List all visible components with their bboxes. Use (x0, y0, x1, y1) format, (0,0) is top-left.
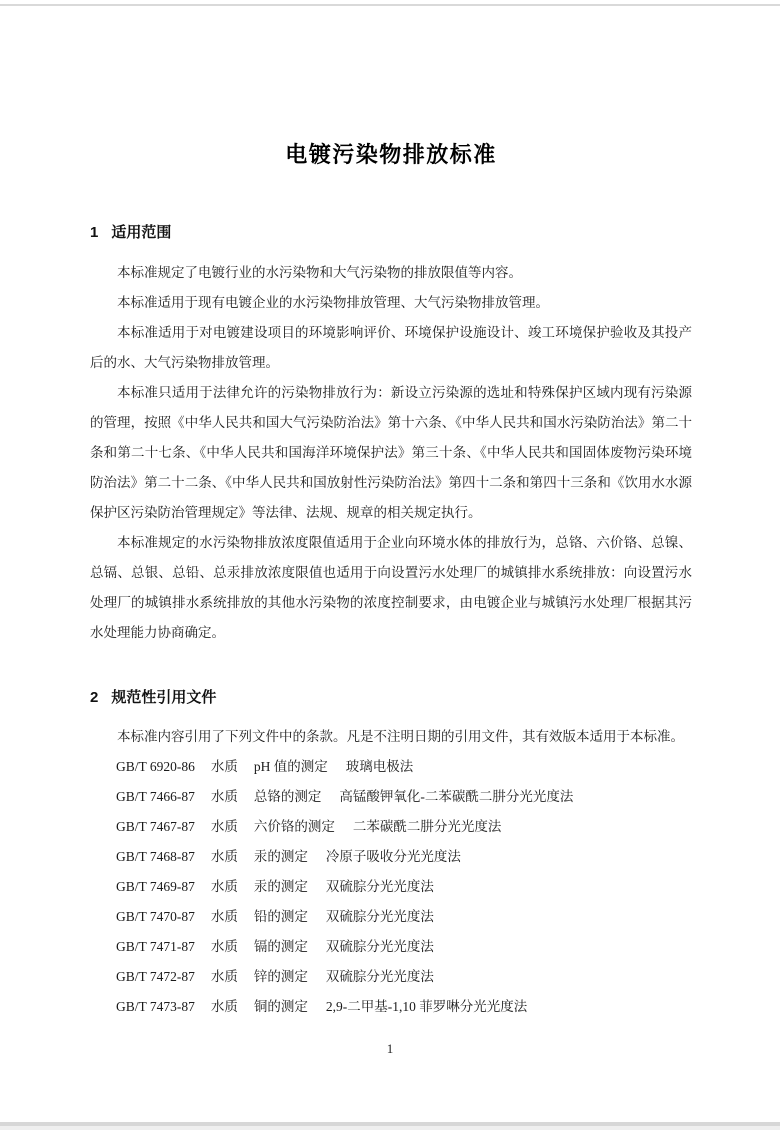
reference-method: 双硫腙分光光度法 (325, 909, 434, 924)
reference-method: 双硫腙分光光度法 (325, 939, 434, 954)
section-2-heading-text: 规范性引用文件 (111, 689, 217, 706)
reference-item (90, 962, 692, 992)
reference-method: 双硫腙分光光度法 (325, 969, 434, 984)
reference-subject: 铜的测定 (253, 999, 308, 1014)
paragraph: 本标准适用于对电镀建设项目的环境影响评价、环境保护设施设计、竣工环境保护验收及其投产后的水、大气污染物排放管理。 (90, 325, 692, 370)
paragraph: 本标准适用于现有电镀企业的水污染物排放管理、大气污染物排放管理。 (117, 295, 549, 310)
reference-subject: 总铬的测定 (253, 789, 322, 804)
paragraph: 本标准规定的水污染物排放浓度限值适用于企业向环境水体的排放行为，总铬、六价铬、总镍、总镉、总银、总铅、总汞排放浓度限值也适用于向设置污水处理厂的城镇排水系统排放：向设置污水处理厂的城镇排水系统排放的其他水污染物的浓度控制要求，由电镀企业与城镇污水处理厂根据其污水处理能力协商确定。 (90, 535, 692, 640)
reference-item (90, 872, 692, 902)
section-2-number: 2 (90, 689, 99, 706)
reference-method: 玻璃电极法 (345, 759, 414, 774)
reference-category: 水质 (210, 969, 238, 984)
reference-category: 水质 (210, 789, 238, 804)
section-1-body (90, 258, 692, 648)
reference-method: 双硫腙分光光度法 (325, 879, 434, 894)
reference-subject: 锌的测定 (253, 969, 308, 984)
section-2-heading (90, 688, 692, 708)
reference-item (90, 842, 692, 872)
reference-method: 2,9-二甲基-1,10 菲罗啉分光光度法 (325, 999, 528, 1014)
reference-item (90, 932, 692, 962)
reference-subject: 汞的测定 (253, 879, 308, 894)
reference-code: GB/T 7470-87 (116, 909, 195, 924)
page-number: 1 (386, 1041, 394, 1056)
reference-code: GB/T 7472-87 (116, 969, 195, 984)
reference-code: GB/T 6920-86 (116, 759, 195, 774)
reference-item (90, 992, 692, 1022)
reference-code: GB/T 7469-87 (116, 879, 195, 894)
page-background (0, 1126, 780, 1130)
document-content (90, 0, 692, 1022)
reference-category: 水质 (210, 939, 238, 954)
reference-code: GB/T 7466-87 (116, 789, 195, 804)
reference-method: 冷原子吸收分光光度法 (325, 849, 461, 864)
reference-subject: 六价铬的测定 (253, 819, 335, 834)
section-1-number: 1 (90, 224, 99, 241)
reference-code: GB/T 7473-87 (116, 999, 195, 1014)
document-title: 电镀污染物排放标准 (285, 142, 497, 167)
reference-category: 水质 (210, 849, 238, 864)
reference-code: GB/T 7467-87 (116, 819, 195, 834)
paragraph: 本标准规定了电镀行业的水污染物和大气污染物的排放限值等内容。 (117, 265, 522, 280)
section-2-intro (90, 722, 692, 752)
reference-item (90, 752, 692, 782)
reference-category: 水质 (210, 819, 238, 834)
reference-subject: 汞的测定 (253, 849, 308, 864)
reference-subject: 铅的测定 (253, 909, 308, 924)
reference-subject: pH 值的测定 (253, 759, 328, 774)
reference-code: GB/T 7468-87 (116, 849, 195, 864)
reference-category: 水质 (210, 879, 238, 894)
reference-item (90, 812, 692, 842)
reference-category: 水质 (210, 909, 238, 924)
reference-category: 水质 (210, 759, 238, 774)
reference-method: 高锰酸钾氧化-二苯碳酰二肼分光光度法 (339, 789, 574, 804)
paragraph: 本标准内容引用了下列文件中的条款。凡是不注明日期的引用文件，其有效版本适用于本标准。 (117, 729, 684, 744)
reference-method: 二苯碳酰二肼分光光度法 (352, 819, 502, 834)
section-1-heading (90, 223, 692, 243)
reference-item (90, 782, 692, 812)
reference-category: 水质 (210, 999, 238, 1014)
paragraph: 本标准只适用于法律允许的污染物排放行为：新设立污染源的选址和特殊保护区域内现有污染源的管理，按照《中华人民共和国大气污染防治法》第十六条、《中华人民共和国水污染防治法》第二十条和第二十七条、《中华人民共和国海洋环境保护法》第三十条、《中华人民共和国固体废物污染环境防治法》第二十二条、《中华人民共和国放射性污染防治法》第四十二条和第四十三条和《饮用水水源保护区污染防治管理规定》等法律、法规、规章的相关规定执行。 (90, 385, 692, 520)
reference-item (90, 902, 692, 932)
reference-code: GB/T 7471-87 (116, 939, 195, 954)
reference-list (90, 752, 692, 1022)
section-1-heading-text: 适用范围 (111, 224, 172, 241)
reference-subject: 镉的测定 (253, 939, 308, 954)
